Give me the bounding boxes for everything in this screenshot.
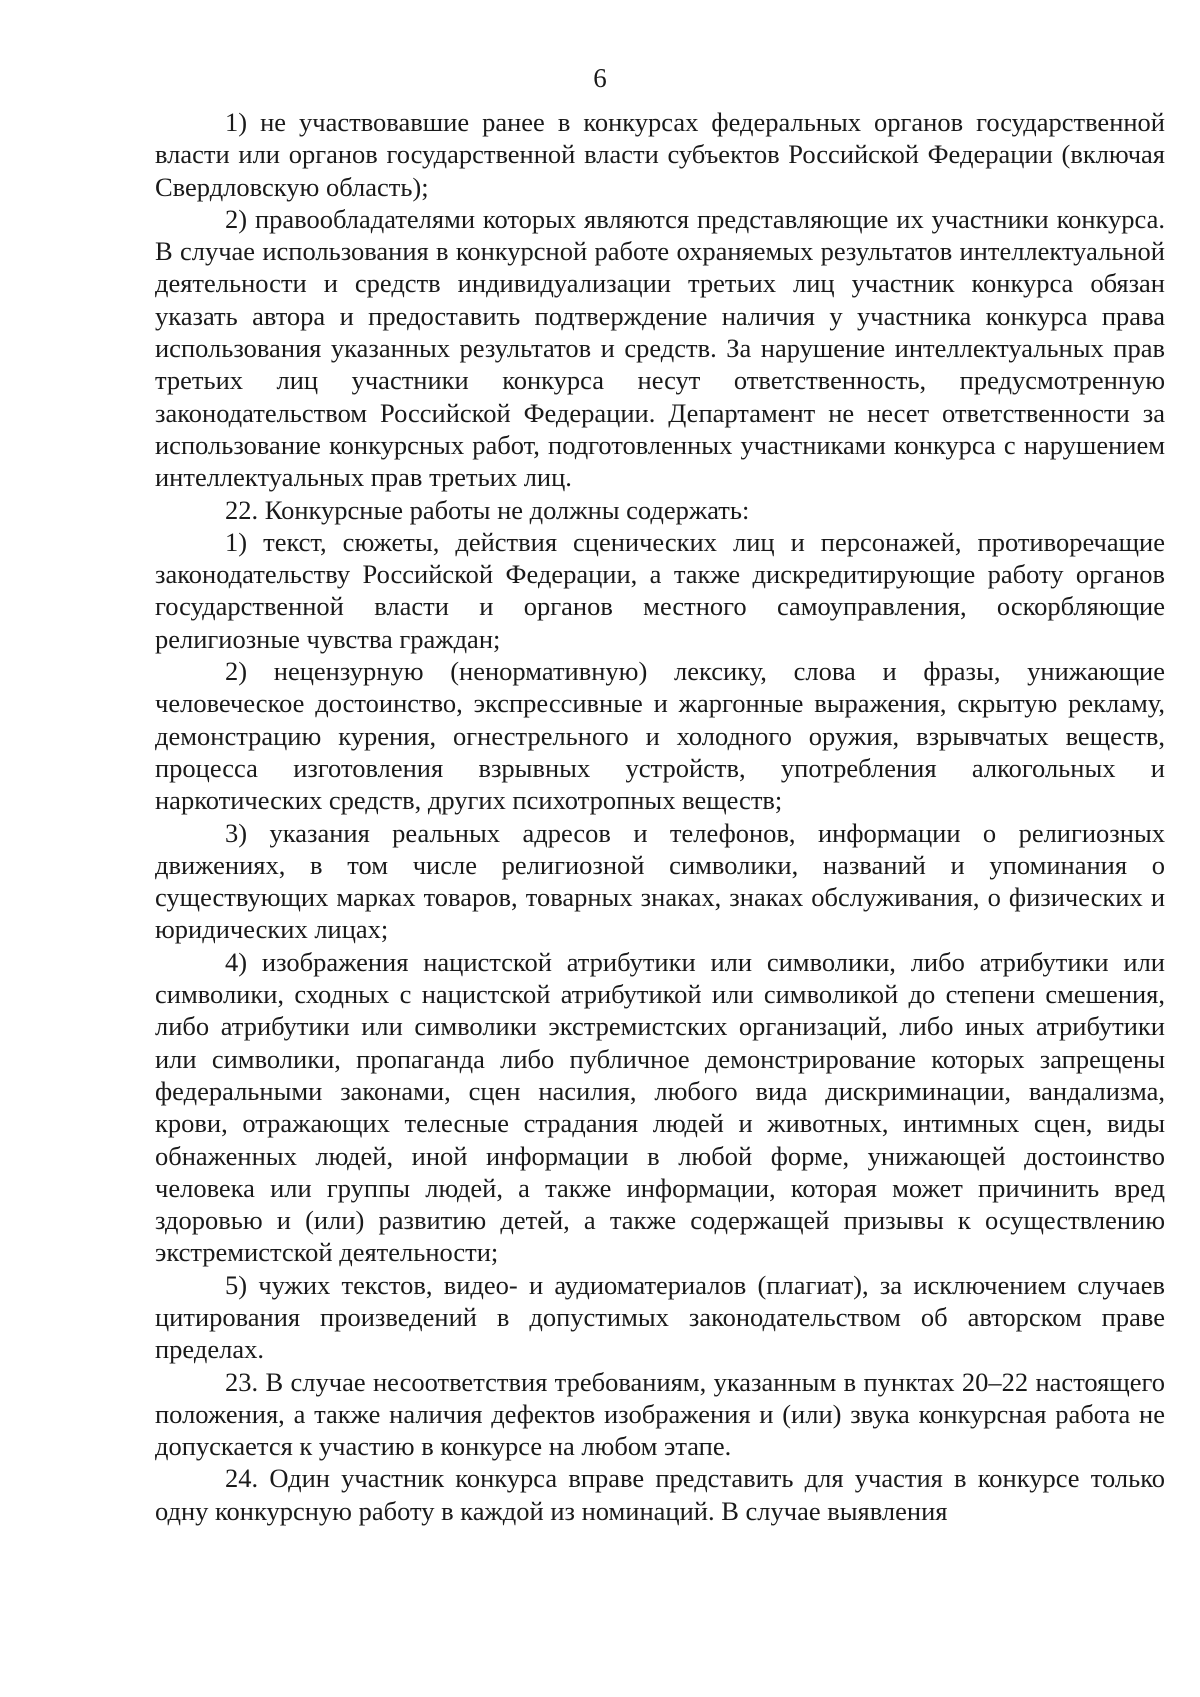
- paragraph-item-2: 2) правообладателями которых являются представляющие их участники конкурса. В случае использования в конкурсной работе охраняемых результатов интеллектуальной деятельности и средств индивидуализации третьих лиц участник конкурса обязан указать автора и предоставить подтверждение наличия у участника конкурса права использования указанных результатов и средств. За нарушение интеллектуальных прав третьих лиц участники конкурса несут ответственность, предусмотренную законодательством Российской Федерации. Департамент не несет ответственности за использование конкурсных работ, подготовленных участниками конкурса с нарушением интеллектуальных прав третьих лиц.: [155, 203, 1165, 493]
- page-number: 6: [593, 63, 607, 93]
- paragraph-22-item-5: 5) чужих текстов, видео- и аудиоматериалов (плагиат), за исключением случаев цитирования произведений в допустимых законодательством об авторском праве пределах.: [155, 1269, 1165, 1365]
- paragraph-22-item-3: 3) указания реальных адресов и телефонов, информации о религиозных движениях, в том числе религиозной символики, названий и упоминания о существующих марках товаров, товарных знаках, знаках обслуживания, о физических и юридических лицах;: [155, 817, 1165, 945]
- paragraph-item-1: 1) не участвовавшие ранее в конкурсах федеральных органов государственной власти или органов государственной власти субъектов Российской Федерации (включая Свердловскую область);: [155, 107, 1165, 202]
- paragraph-22-item-2: 2) нецензурную (ненормативную) лексику, слова и фразы, унижающие человеческое достоинство, экспрессивные и жаргонные выражения, скрытую рекламу, демонстрацию курения, огнестрельного и холодного оружия, взрывчатых веществ, процесса изготовления взрывных устройств, употребления алкогольных и наркотических средств, других психотропных веществ;: [155, 656, 1165, 816]
- paragraph-section-24: 24. Один участник конкурса вправе представить для участия в конкурсе только одну конкурсную работу в каждой из номинаций. В случае выявления: [155, 1463, 1165, 1526]
- document-body: [155, 106, 1165, 1527]
- paragraph-section-22: 22. Конкурсные работы не должны содержать:: [225, 494, 750, 525]
- paragraph-22-item-1: 1) текст, сюжеты, действия сценических лиц и персонажей, противоречащие законодательству Российской Федерации, а также дискредитирующие работу органов государственной власти и органов местного самоуправления, оскорбляющие религиозные чувства граждан;: [155, 526, 1165, 654]
- paragraph-22-item-4: 4) изображения нацистской атрибутики или символики, либо атрибутики или символики, сходных с нацистской атрибутикой или символикой до степени смешения, либо атрибутики или символики экстремистских организаций, либо иных атрибутики или символики, пропаганда либо публичное демонстрирование которых запрещены федеральными законами, сцен насилия, любого вида дискриминации, вандализма, крови, отражающих телесные страдания людей и животных, интимных сцен, виды обнаженных людей, иной информации в любой форме, унижающей достоинство человека или группы людей, а также информации, которая может причинить вред здоровью и (или) развитию детей, а также содержащей призывы к осуществлению экстремистской деятельности;: [155, 946, 1165, 1268]
- paragraph-section-23: 23. В случае несоответствия требованиям, указанным в пунктах 20–22 настоящего положения, а также наличия дефектов изображения и (или) звука конкурсная работа не допускается к участию в конкурсе на любом этапе.: [155, 1366, 1165, 1462]
